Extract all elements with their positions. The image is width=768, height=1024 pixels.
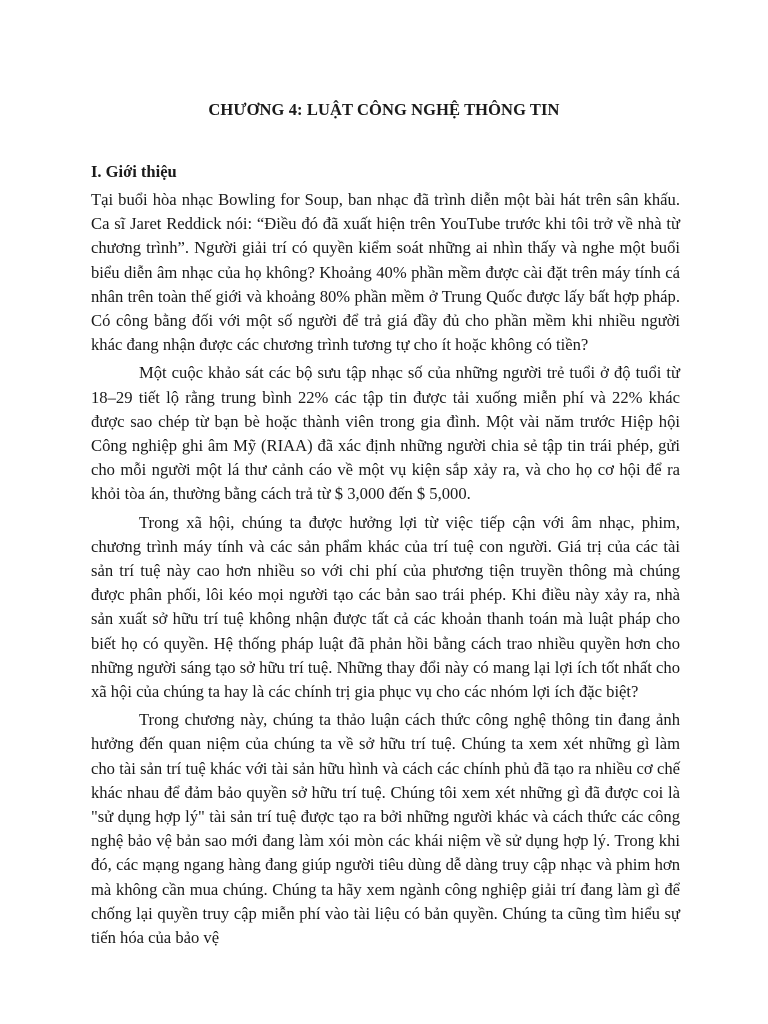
section-heading: I. Giới thiệu [91,162,177,181]
paragraph-2: Một cuộc khảo sát các bộ sưu tập nhạc số của những người trẻ tuổi ở độ tuổi từ 18–29 tiết lộ rằng trung bình 22% các tập tin được tải xuống miễn phí và 22% khác được sao chép từ bạn bè hoặc thành viên trong gia đình. Một vài năm trước Hiệp hội Công nghiệp ghi âm Mỹ (RIAA) đã xác định những người chia sẻ tập tin trái phép, gửi cho mỗi người một lá thư cảnh cáo về một vụ kiện sắp xảy ra, và cho họ cơ hội để ra khỏi tòa án, thường bằng cách trả từ $ 3,000 đến $ 5,000. [91,363,680,504]
paragraph-3: Trong xã hội, chúng ta được hưởng lợi từ việc tiếp cận với âm nhạc, phim, chương trình máy tính và các sản phẩm khác của trí tuệ con người. Giá trị của các tài sản trí tuệ này cao hơn nhiều so với chi phí của phương tiện truyền thông mà chúng được phân phối, lôi kéo mọi người tạo các bản sao trái phép. Khi điều này xảy ra, nhà sản xuất sở hữu trí tuệ không nhận được tất cả các khoản thanh toán mà luật pháp cho biết họ có quyền. Hệ thống pháp luật đã phản hồi bằng cách trao nhiều quyền hơn cho những người sáng tạo sở hữu trí tuệ. Những thay đổi này có mang lại lợi ích tốt nhất cho xã hội của chúng ta hay là các chính trị gia phục vụ cho các nhóm lợi ích đặc biệt? [91,512,680,702]
body-text [91,188,680,950]
chapter-title: CHƯƠNG 4: LUẬT CÔNG NGHỆ THÔNG TIN [208,100,560,119]
paragraph-4: Trong chương này, chúng ta thảo luận cách thức công nghệ thông tin đang ảnh hưởng đến quan niệm của chúng ta về sở hữu trí tuệ. Chúng ta xem xét những gì làm cho tài sản trí tuệ khác với tài sản hữu hình và cách các chính phủ đã tạo ra nhiều cơ chế khác nhau để đảm bảo quyền sở hữu trí tuệ. Chúng tôi xem xét những gì đã được coi là "sử dụng hợp lý" tài sản trí tuệ được tạo ra bởi những người khác và cách thức các công nghệ bảo vệ bản sao mới đang làm xói mòn các khái niệm về sử dụng hợp lý. Trong khi đó, các mạng ngang hàng đang giúp người tiêu dùng dễ dàng truy cập nhạc và phim hơn mà không cần mua chúng. Chúng ta hãy xem ngành công nghiệp giải trí đang làm gì để chống lại quyền truy cập miễn phí vào tài liệu có bản quyền. Chúng ta cũng tìm hiểu sự tiến hóa của bảo vệ [91,710,680,948]
paragraph-1: Tại buổi hòa nhạc Bowling for Soup, ban nhạc đã trình diễn một bài hát trên sân khấu. Ca sĩ Jaret Reddick nói: “Điều đó đã xuất hiện trên YouTube trước khi tôi trở về nhà từ chương trình”. Người giải trí có quyền kiểm soát những ai nhìn thấy và nghe một buổi biểu diễn âm nhạc của họ không? Khoảng 40% phần mềm được cài đặt trên máy tính cá nhân trên toàn thế giới và khoảng 80% phần mềm ở Trung Quốc được lấy bất hợp pháp. Có công bằng đối với một số người để trả giá đầy đủ cho phần mềm khi nhiều người khác đang nhận được các chương trình tương tự cho ít hoặc không có tiền? [91,190,680,355]
